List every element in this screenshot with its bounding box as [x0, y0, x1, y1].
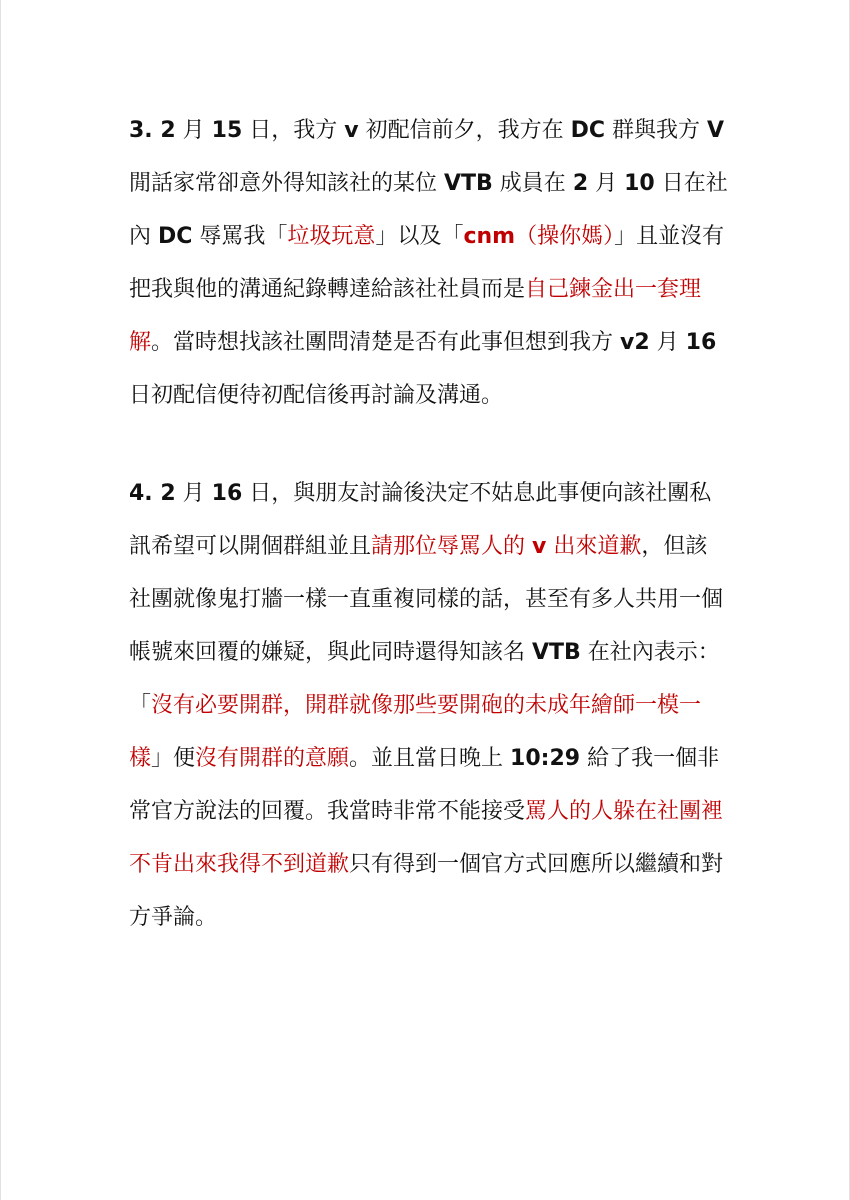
text-segment: 」以及「	[375, 224, 464, 249]
text-segment: 閒話家常卻意外得知該社的某位	[129, 171, 444, 196]
text-segment: V	[707, 118, 725, 143]
text-segment: DC	[570, 118, 606, 143]
text-segment: 給了我一個非常官方說法的回覆。我當時非常不能接受	[129, 746, 720, 824]
text-segment: 4. 2	[129, 481, 176, 506]
text-segment: 日，我方	[242, 118, 345, 143]
text-segment: 群與我方	[605, 118, 708, 143]
text-segment: 月	[588, 171, 625, 196]
highlighted-text-segment: 自己鍊金出一套理解	[129, 277, 702, 355]
text-segment: 15	[211, 118, 243, 143]
text-segment: 在社內表示：「	[129, 640, 720, 718]
text-segment: 。當時想找該社團問清楚是否有此事但想到我方	[151, 330, 621, 355]
highlighted-text-segment: 垃圾玩意	[287, 224, 376, 249]
text-segment: 」且並沒有把我與他的溝通紀錄轉達給該社社員而是	[129, 224, 725, 302]
text-segment: 」便	[151, 746, 196, 771]
text-segment: 日在社內	[129, 171, 728, 249]
highlighted-text-segment: 請那位辱罵人的	[371, 534, 533, 559]
text-segment: 辱罵我「	[192, 224, 288, 249]
text-segment: 日初配信便待初配信後再討論及溝通。	[129, 383, 504, 408]
text-segment: 3. 2	[129, 118, 176, 143]
highlighted-text-segment: v	[532, 534, 547, 559]
text-segment: 月	[175, 481, 212, 506]
text-segment: 。並且當日晚上	[349, 746, 511, 771]
text-segment: v	[344, 118, 359, 143]
text-segment: 成員在	[492, 171, 573, 196]
text-segment: 月	[175, 118, 212, 143]
paragraph-3	[129, 104, 729, 422]
text-segment: ，但該社團就像鬼打牆一樣一直重複同樣的話，甚至有多人共用一個帳號來回覆的嫌疑，與此同時還得知該名	[129, 534, 724, 665]
text-segment: 月	[649, 330, 686, 355]
highlighted-text-segment: 沒有開群的意願	[195, 746, 350, 771]
highlighted-text-segment: cnm	[463, 224, 516, 249]
highlighted-text-segment: （操你媽）	[515, 224, 615, 249]
highlighted-text-segment: 沒有必要開群，開群就像那些要開砲的未成年繪師一模一樣	[129, 693, 702, 771]
text-segment: 日，與朋友討論後決定不姑息此事便向該社團私訊希望可以開個群組並且	[129, 481, 712, 559]
text-segment: VTB	[532, 640, 581, 665]
highlighted-text-segment: 出來道歉	[546, 534, 642, 559]
text-segment: DC	[158, 224, 193, 249]
text-segment: VTB	[444, 171, 493, 196]
text-segment: 10:29	[510, 746, 581, 771]
text-segment: 16	[211, 481, 243, 506]
text-segment: 10	[624, 171, 655, 196]
text-segment: 16	[685, 330, 717, 355]
paragraph-4	[129, 467, 729, 944]
text-segment: 2	[572, 171, 589, 196]
text-segment: 只有得到一個官方式回應所以繼續和對方爭論。	[129, 852, 724, 930]
text-segment: v2	[620, 330, 650, 355]
highlighted-text-segment: 罵人的人躲在社團裡不肯出來我得不到道歉	[129, 799, 724, 877]
text-segment: 初配信前夕，我方在	[358, 118, 571, 143]
